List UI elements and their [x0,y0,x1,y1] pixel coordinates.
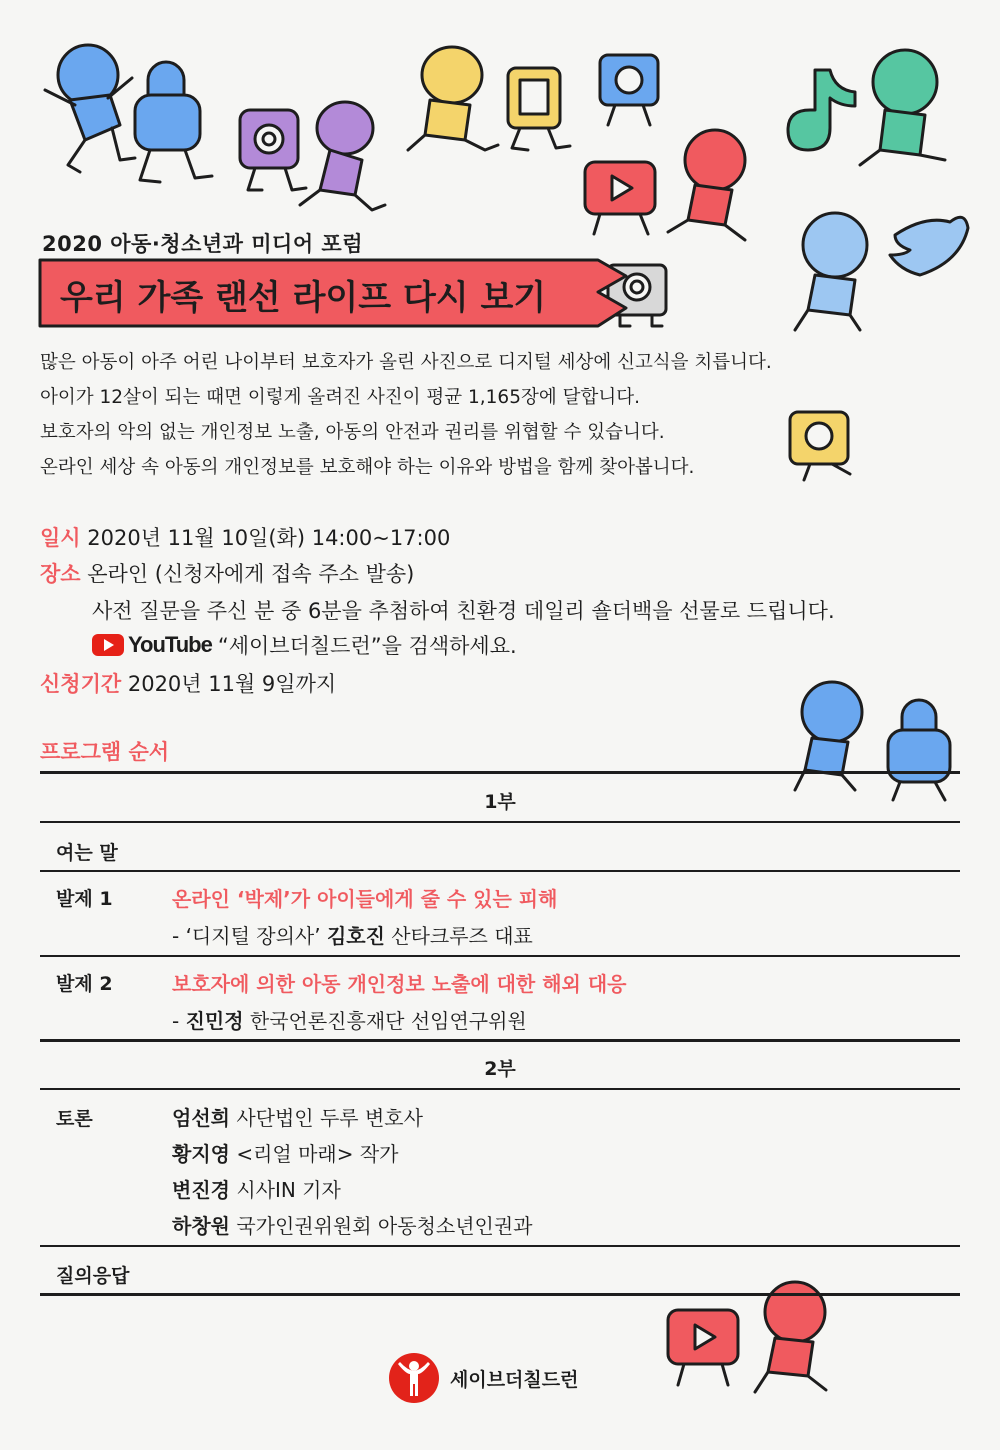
running-character-icon [795,213,867,330]
youtube-logo[interactable] [92,632,212,658]
speaker-prefix: - [172,1009,180,1033]
youtube-play-icon [92,634,124,656]
speaker-prefix: - ‘디지털 장의사’ [172,924,321,948]
camera-character-icon [240,110,306,190]
panelist-row [172,1102,423,1131]
place-label: 장소 [40,562,81,586]
camera-character-icon [600,55,658,125]
speaker-role: 산타크루즈 대표 [391,924,533,948]
panelist-role: 시사IN 기자 [236,1178,341,1202]
talk1-label: 발제 1 [56,888,113,910]
place-row [40,558,414,588]
deadline-label: 신청기간 [40,672,122,696]
twitter-bird-icon [890,217,968,275]
panelist-row [172,1138,398,1167]
title-banner [38,258,628,328]
deadline-value: 2020년 11월 9일까지 [127,672,337,696]
intro-line: 온라인 세상 속 아동의 개인정보를 보호해야 하는 이유와 방법을 함께 찾아봅니다. [40,457,695,478]
speaker-name: 진민정 [185,1009,244,1033]
running-character-icon [860,50,945,165]
intro-paragraph [40,345,772,485]
divider [40,771,960,774]
talk2-label: 발제 2 [56,973,113,995]
youtube-brand: YouTube [128,632,212,657]
speaker-role: 한국언론진흥재단 선임연구위원 [249,1009,527,1033]
panelist-role: <리얼 마래> 작가 [236,1142,399,1166]
thumb-character-icon [135,62,212,182]
running-character-icon [408,47,498,150]
organization-name: 세이브더칠드런 [450,1368,579,1391]
youtube-play-icon [585,162,655,234]
panelist-row [172,1210,533,1239]
organization-logo[interactable] [388,1352,578,1404]
gift-note: 사전 질문을 주신 분 중 6분을 추첨하여 친환경 데일리 숄더백을 선물로 드립니다. [92,599,835,623]
qa-label: 질의응답 [56,1265,130,1287]
divider [40,1088,960,1090]
youtube-row [92,630,517,660]
part2-heading: 2부 [484,1058,516,1080]
talk1-speaker [172,920,533,949]
panelist-row [172,1174,341,1203]
date-label: 일시 [40,526,81,550]
intro-line: 많은 아동이 아주 어린 나이부터 보호자가 올린 사진으로 디지털 세상에 신고식을 치릅니다. [40,352,772,373]
page-title: 우리 가족 랜선 라이프 다시 보기 [60,278,547,318]
part1-heading: 1부 [484,791,516,813]
intro-line: 보호자의 악의 없는 개인정보 노출, 아동의 안전과 권리를 위협할 수 있습니다. [40,422,665,443]
discussion-label: 토론 [56,1108,93,1130]
tiktok-note-icon [788,70,855,150]
phone-character-icon [508,68,570,150]
panelist-name: 하창원 [172,1214,230,1238]
divider [40,870,960,872]
talk2-title: 보호자에 의한 아동 개인정보 노출에 대한 해외 대응 [172,972,627,996]
camera-character-icon [790,412,850,480]
running-character-icon [755,1282,826,1392]
panelist-name: 변진경 [172,1178,230,1202]
running-character-icon [45,45,135,172]
date-value: 2020년 11월 10일(화) 14:00~17:00 [87,526,451,550]
place-value: 온라인 (신청자에게 접속 주소 발송) [87,562,415,586]
panelist-role: 국가인권위원회 아동청소년인권과 [236,1214,533,1238]
divider [40,1039,960,1042]
opening-label: 여는 말 [56,842,118,864]
running-character-icon [300,102,385,210]
talk1-title: 온라인 ‘박제’가 아이들에게 줄 수 있는 피해 [172,887,558,911]
panelist-name: 엄선희 [172,1106,230,1130]
intro-line: 아이가 12살이 되는 때면 이렇게 올려진 사진이 평균 1,165장에 달합니다. [40,387,640,408]
forum-title: 2020 아동·청소년과 미디어 포럼 [42,232,364,256]
save-the-children-logo-icon [388,1352,440,1404]
date-row [40,522,450,552]
divider [40,1245,960,1247]
youtube-play-icon [668,1310,738,1385]
youtube-note: “세이브더칠드런”을 검색하세요. [217,634,517,658]
panelist-role: 사단법인 두루 변호사 [236,1106,423,1130]
panelist-name: 황지영 [172,1142,230,1166]
deadline-row [40,668,336,698]
speaker-name: 김호진 [326,924,385,948]
program-heading: 프로그램 순서 [40,740,170,764]
running-character-icon [668,130,745,240]
divider [40,821,960,823]
thumb-character-icon [888,700,950,800]
divider [40,955,960,957]
divider [40,1293,960,1296]
talk2-speaker [172,1005,527,1034]
